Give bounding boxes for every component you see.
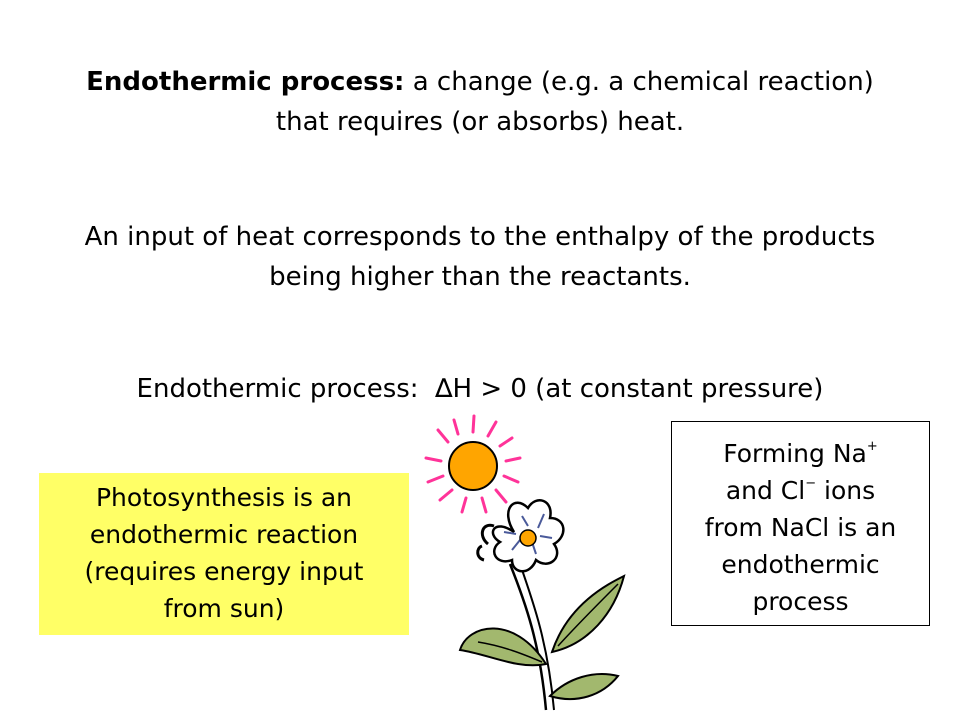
sun-icon (426, 416, 520, 512)
nacl-line-1 (672, 435, 929, 472)
nacl-line-2-suffix: ions (816, 476, 876, 505)
sun-and-flower-clipart (418, 414, 648, 714)
chloride-charge: − (805, 476, 817, 491)
photosynthesis-box (39, 473, 409, 635)
photosynthesis-line-4: from sun) (163, 594, 285, 623)
sodium-charge: + (866, 439, 878, 454)
flower-icon (478, 500, 564, 571)
condition-expression: H > 0 (at constant pressure) (452, 374, 824, 404)
nacl-line-1-text: Forming Na (723, 439, 867, 468)
definition-term: Endothermic process: (86, 67, 405, 97)
stem-icon (460, 564, 624, 710)
photosynthesis-line-2: endothermic reaction (89, 520, 359, 549)
nacl-line-3: from NaCl is an (704, 513, 897, 542)
nacl-line-2-text: and Cl (725, 476, 806, 505)
enthalpy-statement: An input of heat corresponds to the enthalpy of the products being higher than the reactants. (84, 222, 876, 292)
photosynthesis-line-1: Photosynthesis is an (95, 483, 353, 512)
nacl-line-4: endothermic (721, 550, 880, 579)
nacl-box (671, 421, 930, 626)
nacl-line-2 (672, 472, 929, 509)
nacl-line-5: process (752, 587, 849, 616)
delta-symbol: ∆ (435, 374, 453, 404)
condition-paragraph (40, 369, 920, 409)
condition-label: Endothermic process: (136, 374, 419, 404)
definition-text: a change (e.g. a chemical reaction) that requires (or absorbs) heat. (275, 67, 874, 137)
photosynthesis-line-3: (requires energy input (84, 557, 364, 586)
definition-paragraph (60, 62, 900, 142)
